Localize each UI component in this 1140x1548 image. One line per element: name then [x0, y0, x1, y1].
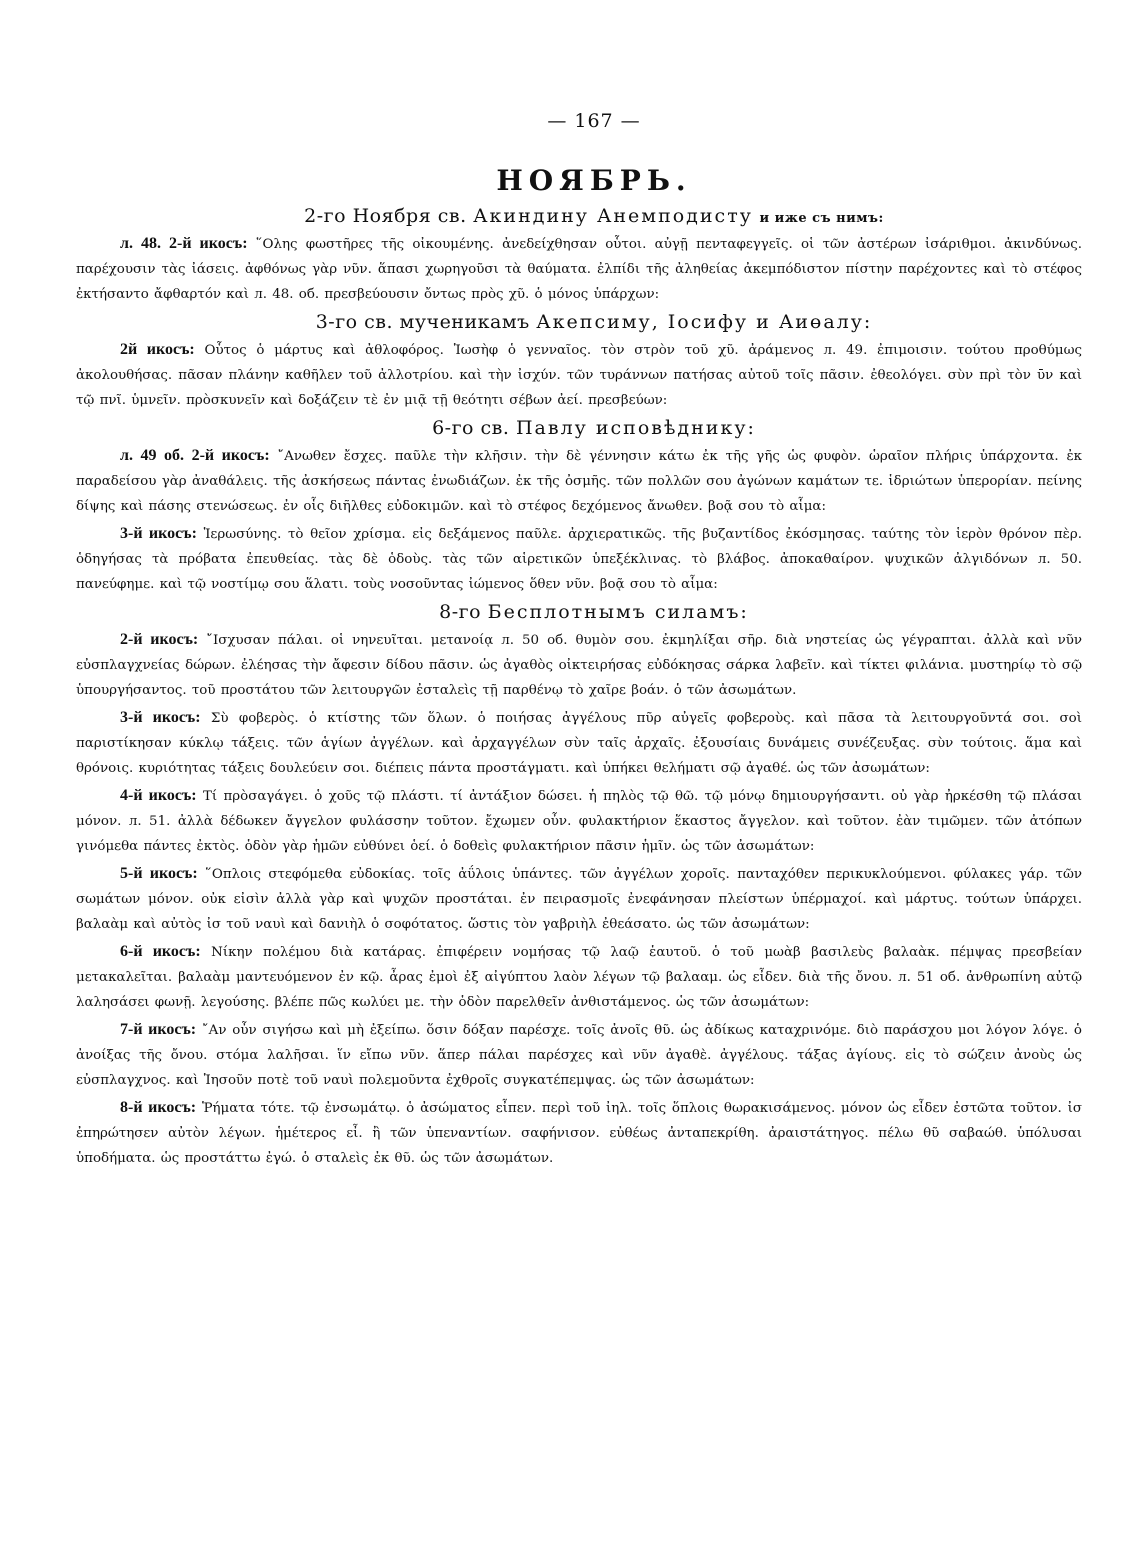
- page-number: — 167 —: [547, 110, 641, 132]
- ikos-text: ῞Ολης φωστῆρες τῆς οἰκουμένης. ἀνεδείχθησαν οὗτοι. αὐγῇ πενταφεγγεῖς. οἱ τῶν ἀστέρων ἰσάριθμοι. ἀκινδύνως. παρέχουσιν τὰς ἰάσεις. ἀφθόνως γὰρ νῦν. ἅπασι χωρηγοῦσι τὰ θαύματα. ἐλπίδι τῆς ἀληθείας ἀκεμπόδιστον πίστην παρέχοντες καὶ τὸ στέφος ἐκτήσαντο ἄφθαρτόν καὶ л. 48. об. πρεσβεύουσιν ὄντως πρὸς χῦ. ὁ μόνος ὑπάρχων:: [76, 237, 1082, 302]
- section-heading-akepsim: [106, 311, 1082, 333]
- ikos-label: л. 49 об. 2-й икосъ:: [120, 447, 270, 464]
- section-heading-bodiless-powers: [106, 601, 1082, 623]
- ikos-text: Τί πρὸσαγάγει. ὁ χοῦς τῷ πλάστι. τί ἀντάξιον δώσει. ἡ πηλὸς τῷ θῶ. τῷ μόνῳ δημιουργήσαντι. οὐ γὰρ ἠρκέσθη τῷ πλάσαι μόνον. л. 51. ἀλλὰ δέδωκεν ἄγγελον φυλάσσην τοῦτον. ἔχωμεν οὖν. φυλακτήριον ἕκαστος ἄγγελον. καὶ τοῦτον. ἐὰν τιμῶμεν. τῶν ἀτόπων γινόμεθα πάντες ἐκτὸς. ὁδὸν γὰρ ἡμῶν εὐθύνει ὁεί. ὁ δοθεὶς φυλακτήριον πᾶσιν ἡμῖν. ὡς τῶν ἀσωμάτων:: [76, 789, 1083, 854]
- ikos-paragraph: [76, 231, 1082, 307]
- ikos-paragraph: [76, 861, 1082, 937]
- heading-tail: и иже съ нимъ:: [759, 211, 884, 226]
- heading-saints: Акепсиму, Іосифу и Аиөалу:: [536, 311, 873, 333]
- ikos-text: Νίκην πολέμου διὰ κατάρας. ἐπιφέρειν νομήσας τῷ λαῷ ἑαυτοῦ. ὁ τοῦ μωὰβ βασιλεὺς βαλαὰκ. πέμψας πρεσβείαν μετακαλεῖται. βαλαὰμ μαντευόμενον ἐν κῷ. ἆρας ἐμοὶ ἐξ αἰγύπτου λαὸν λέγων τῷ βαλααμ. ὡς εἶδεν. διὰ τῆς ὄνου. л. 51 об. ἀνθρωπίνη αὐτῷ λαλησάσει φωνῇ. λεγούσης. βλέπε πῶς κωλύει με. τὴν ὁδὸν παρελθεῖν ἀνθιστάμενος. ὡς τῶν ἀσωμάτων:: [76, 945, 1082, 1010]
- ikos-label: 5-й икосъ:: [120, 865, 198, 882]
- ikos-paragraph: [76, 783, 1082, 859]
- heading-date: 8-го: [439, 601, 482, 623]
- ikos-text: ῎Ισχυσαν πάλαι. οἱ νηνευῖται. μετανοίᾳ л. 50 об. θυμὸν σου. ἐκμηλίξαι σῆρ. διὰ νηστείας ὡς γέγραπται. ἀλλὰ καὶ νῦν εὐσπλαγχνείας δώρων. ἐλέησας τὴν ἄφεσιν δίδου πᾶσιν. ὡς ἀγαθὸς οἰκτειρήσας εὐδόκησας σάρκα λαβεῖν. καὶ τίκτει φιλάνια. μυστηρίῳ τὸ σῷ ὑπουργήσαντος. τοῦ προστάτου τῶν λειτουργῶν ἐσταλεὶς τῇ παρθένῳ τὸ χαῖρε βοάν. ὁ τῶν ἀσωμάτων.: [76, 633, 1082, 698]
- heading-saints: Бесплотнымъ силамъ:: [487, 601, 749, 623]
- ikos-label: л. 48. 2-й икосъ:: [120, 235, 248, 252]
- ikos-label: 6-й икосъ:: [120, 943, 201, 960]
- ikos-label: 7-й икосъ:: [120, 1021, 197, 1038]
- ikos-text: Σὺ φοβερὸς. ὁ κτίστης τῶν ὅλων. ὁ ποιήσας ἀγγέλους πῦρ αὐγεῖς φοβεροὺς. καὶ πᾶσα τὰ λειτουργοῦντά σοι. σοὶ παριστίκησαν κύκλῳ τάξεις. τῶν ἁγίων ἀγγέλων. καὶ ἀρχαγγέλων σὺν ταῖς ἀρχαῖς. ἐξουσίαις δυνάμεις συνέζευξας. σὺν τούτοις. ἅμα καὶ θρόνοις. κυριότητας τάξεις δουλεύειν σοι. διέπεις πάντα προστάγματι. καὶ ὑπήκει θελήματι σῷ ἀγαθέ. ὡς τῶν ἀσωμάτων:: [76, 711, 1082, 776]
- ikos-text: Ἱερωσύνης. τὸ θεῖον χρίσμα. εἰς δεξάμενος παῦλε. ἀρχιερατικῶς. τῆς βυζαντίδος ἐκόσμησας. ταύτης τὸν ἱερὸν θρόνον πὲρ. ὁδηγήσας τὰ πρόβατα ἐπευθείας. τὰς δὲ ὁδοὺς. τὰς τῶν αἱρετικῶν ὑπεξέκλινας. τὸ βλάβος. ἀποκαθαίρον. ψυχικῶν ἀλγιδόνων л. 50. πανεύφημε. καὶ τῷ νοστίμῳ σου ἅλατι. τοὺς νοσοῦντας ἰώμενος ὅθεν νῦν. βοᾷ σου τὸ αἷμα:: [76, 527, 1082, 592]
- ikos-text: ῎Ανωθεν ἔσχες. παῦλε τὴν κλῆσιν. τὴν δὲ γέννησιν κάτω ἐκ τῆς γῆς ὡς φυφὸν. ὡραῖον πλήρις ὑπάρχοντα. ἐκ παραδείσου γὰρ ἀναθάλεις. τῆς ἀσκήσεως πάντας ἐνωδιάζων. ἐκ τῆς ὀσμῆς. τῶν πολλῶν σου ἀγώνων καμάτων τε. ἱδριώτων ὑπερορίαν. πείνης δίψης καὶ πάσης στενώσεως. ἐν οἷς διῆλθες εὐδοκιμῶν. καὶ τὸ στέφος δεχόμενος ἄνωθεν. βοᾷ σου τὸ αἷμα:: [76, 449, 1083, 514]
- ikos-text: ῞Οπλοις στεφόμεθα εὐδοκίας. τοῖς ἀΰλοις ὑπάντες. τῶν ἀγγέλων χοροῖς. πανταχόθεν περικυκλούμενοι. φύλακες γάρ. τῶν σωμάτων μόνον. οὐκ εἰσὶν ἀλλὰ γὰρ καὶ ψυχῶν προστάται. ἐν πειρασμοῖς ἐνεφάνησαν πλείστων ὑπέρμαχοί. καὶ μάρτυς. τούτων ὑπάρχει. βαλαὰμ καὶ αὐτὸς ἰσ τοῦ ναυὶ καὶ δανιὴλ ὁ σοφότατος. ὥστις τὸν γαβριὴλ ἐθεάσατο. ὡς τῶν ἀσωμάτων:: [76, 867, 1082, 932]
- heading-date: 2-го Ноября св.: [304, 205, 467, 227]
- ikos-label: 3-й икосъ:: [120, 709, 201, 726]
- ikos-paragraph: [76, 443, 1082, 519]
- heading-saints: Павлу исповѣднику:: [515, 417, 756, 439]
- ikos-label: 2й икосъ:: [120, 341, 195, 358]
- ikos-label: 2-й икосъ:: [120, 631, 199, 648]
- ikos-label: 8-й икосъ:: [120, 1099, 197, 1116]
- ikos-text: Ῥήματα τότε. τῷ ἐνσωμάτῳ. ὁ ἀσώματος εἶπεν. περὶ τοῦ ἰηλ. τοῖς ὅπλοις θωρακισάμενος. μόνον ὡς εἶδεν ἐστῶτα τοῦτον. ἰσ ἐπηρώτησεν αὐτὸν λέγων. ἡμέτερος εἶ. ἢ τῶν ὑπεναντίων. σαφήνισον. εὐθέως ἀνταπεκρίθη. ἀραιστάτηγος. πέλω θῦ σαβαώθ. ὑπόλυσαι ὑποδήματα. ὡς προστάττω ἐγώ. ὁ σταλεὶς ἐκ θῦ. ὡς τῶν ἀσωμάτων.: [76, 1101, 1083, 1166]
- ikos-paragraph: [76, 337, 1082, 413]
- ikos-paragraph: [76, 939, 1082, 1015]
- month-title: НОЯБРЬ.: [496, 164, 692, 197]
- ikos-text: Οὗτος ὁ μάρτυς καὶ ἀθλοφόρος. Ἰωσὴφ ὁ γενναῖος. τὸν στρὸν τοῦ χῦ. ἀράμενος л. 49. ἐπιμοισιν. τούτου προθύμως ἀκολουθήσας. πᾶσαν πλάνην καθῆλεν τοῦ ἀλλοτρίου. καὶ τὴν ἰσχύν. τῶν τυράννων πατήσας αὐτοῦ τοῖς πᾶσιν. ἐθεολόγει. σὺν πρὶ τὸν ῡν καὶ τῷ πνῖ. ὑμνεῖν. πρὸσκυνεῖν καὶ δοξάζειν τὲ ἐν μιᾷ τῇ θεότητι σέβων ἀεί. πρεσβεύων:: [76, 343, 1082, 408]
- ikos-paragraph: [76, 705, 1082, 781]
- ikos-paragraph: [76, 521, 1082, 597]
- ikos-paragraph: [76, 1017, 1082, 1093]
- section-heading-pavel: [106, 417, 1082, 439]
- ikos-label: 4-й икосъ:: [120, 787, 197, 804]
- ikos-text: ῎Αν οὖν σιγήσω καὶ μὴ ἐξείπω. ὅσιν δόξαν παρέσχε. τοῖς ἀνοῖς θῦ. ὡς ἀδίκως καταχρινόμε. διὸ παράσχου μοι λόγον λόγε. ὁ ἀνοίξας τῆς ὄνου. στόμα λαλῆσαι. ἵν εἴπω νῦν. ἅπερ πάλαι παρέσχες καὶ νῦν ἀγαθὲ. ἀγγέλους. τάξας ἁγίους. εἰς τὸ σώζειν ἀνοὺς ὡς εὐσπλαγχνος. καὶ Ἰησοῦν ποτὲ τοῦ ναυὶ πολεμοῦντα ἐχθροῖς συγκατέπεμψας. ὡς τῶν ἀσωμάτων:: [76, 1023, 1082, 1088]
- ikos-label: 3-й икосъ:: [120, 525, 197, 542]
- heading-saints: Акиндину Анемподисту: [473, 205, 753, 227]
- heading-date: 6-го св.: [432, 417, 510, 439]
- section-heading-akindin: [106, 205, 1082, 227]
- ikos-paragraph: [76, 1095, 1082, 1171]
- ikos-paragraph: [76, 627, 1082, 703]
- heading-date: 3-го св. мученикамъ: [315, 311, 530, 333]
